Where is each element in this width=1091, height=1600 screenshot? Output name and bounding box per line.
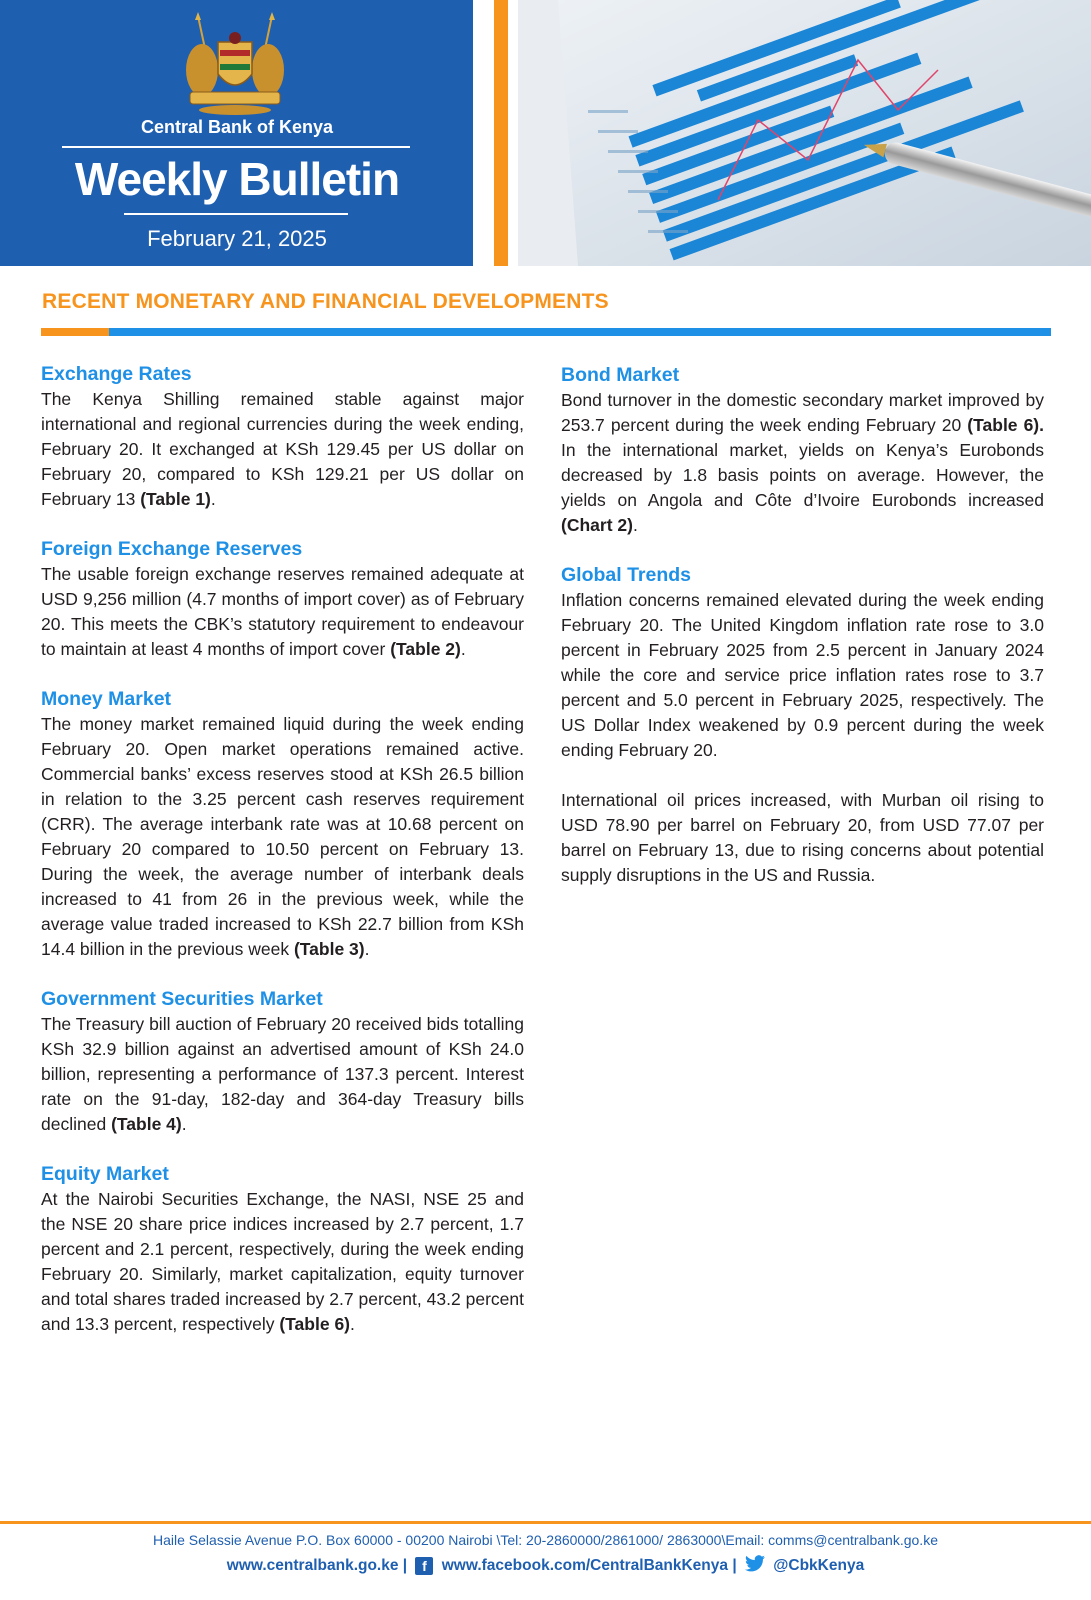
- header-rule-top: [62, 146, 410, 148]
- table-reference: (Table 2): [390, 639, 461, 659]
- article-money-market: [41, 687, 524, 962]
- left-column: [41, 362, 524, 1362]
- website-link[interactable]: www.centralbank.go.ke |: [226, 1557, 408, 1574]
- twitter-icon: [745, 1555, 765, 1577]
- facebook-icon: f: [415, 1557, 433, 1575]
- article-body: The Treasury bill auction of February 20 received bids totalling KSh 32.9 billion against an advertised amount of KSh 24.0 billion, representing a performance of 137.3 percent. Interest rate on the 91-day, 182-day and 364-day Treasury bills declined (Table 4).: [41, 1014, 524, 1134]
- article-body: Bond turnover in the domestic secondary market improved by 253.7 percent during the week ending February 20 (Table 6). In the international market, yields on Kenya’s Eurobonds decreased by 1.8 basis points on average. However, the yields on Angola and Côte d’Ivoire Eurobonds increased (Chart 2).: [561, 390, 1044, 535]
- footer-links: [0, 1555, 1091, 1577]
- section-title: RECENT MONETARY AND FINANCIAL DEVELOPMENTS: [42, 290, 609, 313]
- article-body: Inflation concerns remained elevated during the week ending February 20. The United Kingdom inflation rate rose to 3.0 percent in February 2025 from 2.5 percent in January 2024 while the core and service price inflation rates rose to 3.7 percent and 5.0 percent in February 2025, respectively. The US Dollar Index weakened by 0.9 percent during the week ending February 20.: [561, 590, 1044, 760]
- footer-rule: [0, 1521, 1091, 1524]
- article-title: Exchange Rates: [41, 363, 192, 385]
- article-title: Foreign Exchange Reserves: [41, 538, 303, 560]
- facebook-link[interactable]: www.facebook.com/CentralBankKenya |: [441, 1557, 737, 1574]
- publication-title: Weekly Bulletin: [74, 153, 400, 205]
- chart-reference: (Chart 2): [561, 515, 633, 535]
- article-government-securities: [41, 987, 524, 1137]
- table-reference: (Table 3): [293, 939, 365, 959]
- table-reference: (Table 6): [279, 1314, 351, 1334]
- article-body: The money market remained liquid during the week ending February 20. Open market operations remained active. Commercial banks’ excess reserves stood at KSh 26.5 billion in relation to the 3.25 percent cash reserves requirement (CRR). The average interbank rate was at 10.68 percent on February 20 compared to 10.50 percent on February 13. During the week, the average number of interbank deals increased to 41 from 26 in the previous week, while the average value traded increased to KSh 22.7 billion from KSh 14.4 billion in the previous week (Table 3).: [41, 714, 524, 959]
- table-reference: (Table 6).: [967, 415, 1044, 435]
- table-reference: (Table 4): [111, 1114, 182, 1134]
- article-title: Global Trends: [561, 564, 692, 586]
- crest-icon: [180, 12, 290, 116]
- header-divider-2: [508, 0, 518, 266]
- right-column: [561, 363, 1044, 913]
- article-title: Government Securities Market: [41, 988, 323, 1010]
- article-body: The Kenya Shilling remained stable against major international and regional currencies during the week ending, February 20. It exchanged at KSh 129.45 per US dollar on February 20, compared to KSh 129.21 per US dollar on February 13 (Table 1).: [41, 389, 524, 509]
- header-divider: [473, 62, 485, 266]
- section-bar-blue: [109, 328, 1051, 336]
- article-fx-reserves: [41, 537, 524, 662]
- article-exchange-rates: [41, 362, 524, 512]
- twitter-link[interactable]: @CbkKenya: [773, 1557, 865, 1574]
- article-title: Bond Market: [561, 364, 680, 386]
- article-bond-market: [561, 363, 1044, 538]
- bank-name: Central Bank of Kenya: [140, 117, 334, 137]
- article-title: Equity Market: [41, 1163, 169, 1185]
- header-chart-photo: [518, 0, 1091, 266]
- article-global-trends: [561, 563, 1044, 888]
- section-bar-orange: [41, 328, 109, 336]
- table-reference: (Table 1): [140, 489, 211, 509]
- header-orange-stripe: [494, 0, 508, 266]
- article-body-2: International oil prices increased, with Murban oil rising to USD 78.90 per barrel on February 20, from USD 77.07 per barrel on February 13, due to rising concerns about potential supply disruptions in the US and Russia.: [561, 790, 1044, 885]
- article-body: The usable foreign exchange reserves remained adequate at USD 9,256 million (4.7 months of import cover) as of February 20. This meets the CBK’s statutory requirement to endeavour to maintain at least 4 months of import cover (Table 2).: [41, 564, 524, 659]
- article-title: Money Market: [41, 688, 172, 710]
- article-equity-market: [41, 1162, 524, 1337]
- header-banner: [0, 0, 1091, 266]
- article-body: At the Nairobi Securities Exchange, the NASI, NSE 25 and the NSE 20 share price indices increased by 2.7 percent, 1.7 percent and 2.1 percent, respectively, during the week ending February 20. Similarly, market capitalization, equity turnover and total shares traded increased by 2.7 percent, 43.2 percent and 13.3 percent, respectively (Table 6).: [41, 1189, 524, 1334]
- publication-date: February 21, 2025: [147, 226, 327, 251]
- footer-address: Haile Selassie Avenue P.O. Box 60000 - 00200 Nairobi \Tel: 20-2860000/2861000/ 2863000\Email: comms@centralbank.go.ke: [153, 1532, 938, 1548]
- header-rule-bottom: [124, 213, 348, 215]
